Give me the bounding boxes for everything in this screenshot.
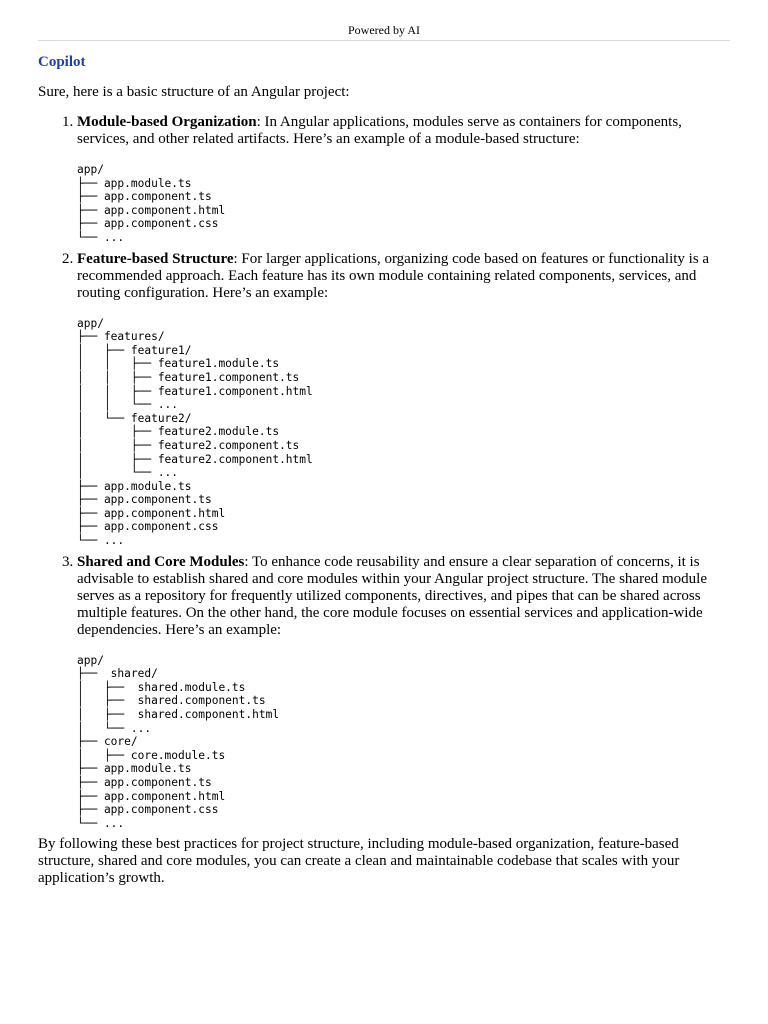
list-item-shared-core [77,554,730,831]
code-tree: app/ ├── features/ │ ├── feature1/ │ │ ├── feature1.module.ts │ │ ├── feature1.component.ts │ │ ├── feature1.component.html │ │ └── ... │ └── feature2/ │ ├── feature2.module.ts │ ├── feature2.component.ts │ ├── feature2.component.html │ └── ... ├── app.module.ts ├── app.component.ts ├── app.component.html ├── app.component.css └── ... [77,316,313,548]
intro-paragraph: Sure, here is a basic structure of an Angular project: [38,84,350,100]
section-title: Shared and Core Modules [77,553,245,570]
section-title: Feature-based Structure [77,250,234,267]
code-tree: app/ ├── app.module.ts ├── app.component.ts ├── app.component.html ├── app.component.css └── ... [77,163,226,244]
powered-by-header: Powered by AI [38,22,730,41]
section-text: : For larger applications, organizing code based on features or functionality is a recommended approach. Each feature has its own module containing related components, services, and routing configuration. Here’s an example: [77,250,710,301]
code-tree: app/ ├── shared/ │ ├── shared.module.ts │ ├── shared.component.ts │ ├── shared.component.html │ └── ... ├── core/ │ ├── core.module.ts ├── app.module.ts ├── app.component.ts ├── app.component.html ├── app.component.css └── ... [77,653,280,830]
author-label: Copilot [38,54,86,70]
structure-list [38,114,730,830]
response-content [38,53,730,887]
section-text: : To enhance code reusability and ensure a clear separation of concerns, it is advisable to establish shared and core modules within your Angular project structure. The shared module serves as a repository for frequently utilized components, directives, and pipes that can be shared across multiple features. On the other hand, the core module focuses on essential services and application-wide dependencies. Here’s an example: [77,553,707,638]
section-text: : In Angular applications, modules serve as containers for components, services, and other related artifacts. Here’s an example of a module-based structure: [77,114,682,147]
list-item-feature-based [77,251,730,548]
outro-paragraph: By following these best practices for project structure, including module-based organization, feature-based structure, shared and core modules, you can create a clean and maintainable codebase that scales with your application’s growth. [38,836,680,887]
section-title: Module-based Organization [77,114,257,130]
list-item-module-based [77,114,730,245]
